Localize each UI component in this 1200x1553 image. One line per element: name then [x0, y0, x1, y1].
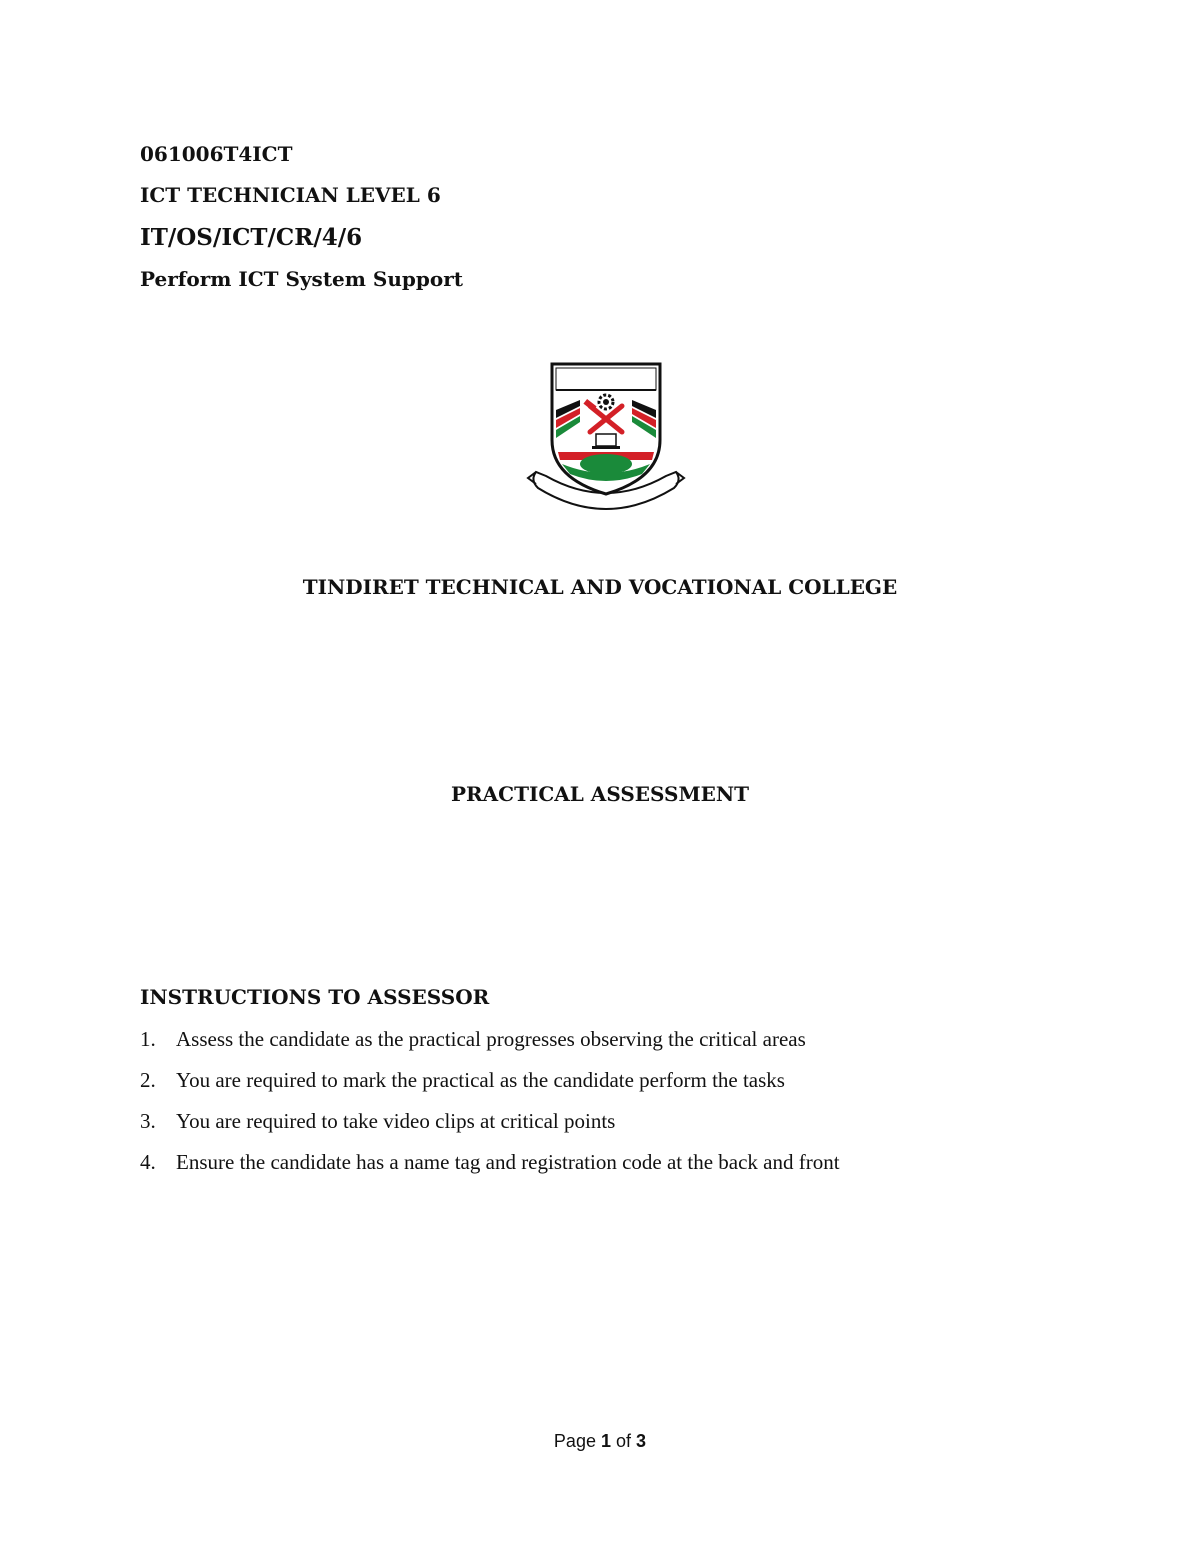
- college-name: TINDIRET TECHNICAL AND VOCATIONAL COLLEGE: [302, 575, 898, 599]
- list-item-number: 3.: [140, 1109, 156, 1133]
- unit-code: IT/OS/ICT/CR/4/6: [140, 224, 363, 251]
- list-item-text: You are required to mark the practical as the candidate perform the tasks: [176, 1068, 785, 1092]
- of-label: of: [616, 1431, 632, 1451]
- page-label: Page: [553, 1431, 596, 1451]
- list-item-text: Ensure the candidate has a name tag and registration code at the back and front: [176, 1150, 840, 1174]
- list-item-text: You are required to take video clips at critical points: [176, 1109, 616, 1133]
- course-code: 061006T4ICT: [140, 142, 293, 166]
- list-item: [140, 1107, 840, 1148]
- list-item-number: 4.: [140, 1150, 156, 1174]
- list-item-number: 1.: [140, 1027, 156, 1051]
- assessment-title: PRACTICAL ASSESSMENT: [451, 782, 749, 806]
- list-item: [140, 1025, 840, 1066]
- list-item-text: Assess the candidate as the practical progresses observing the critical areas: [176, 1027, 806, 1051]
- instructions-heading: INSTRUCTIONS TO ASSESSOR: [140, 985, 490, 1009]
- course-level: ICT TECHNICIAN LEVEL 6: [140, 183, 441, 207]
- current-page-number: 1: [600, 1431, 611, 1451]
- college-crest-logo: [526, 360, 686, 520]
- page-footer: [0, 1431, 1200, 1452]
- instructions-list: [140, 1025, 840, 1189]
- unit-title: Perform ICT System Support: [140, 267, 463, 291]
- list-item: [140, 1066, 840, 1107]
- total-pages-number: 3: [636, 1431, 647, 1451]
- list-item-number: 2.: [140, 1068, 156, 1092]
- list-item: [140, 1148, 840, 1189]
